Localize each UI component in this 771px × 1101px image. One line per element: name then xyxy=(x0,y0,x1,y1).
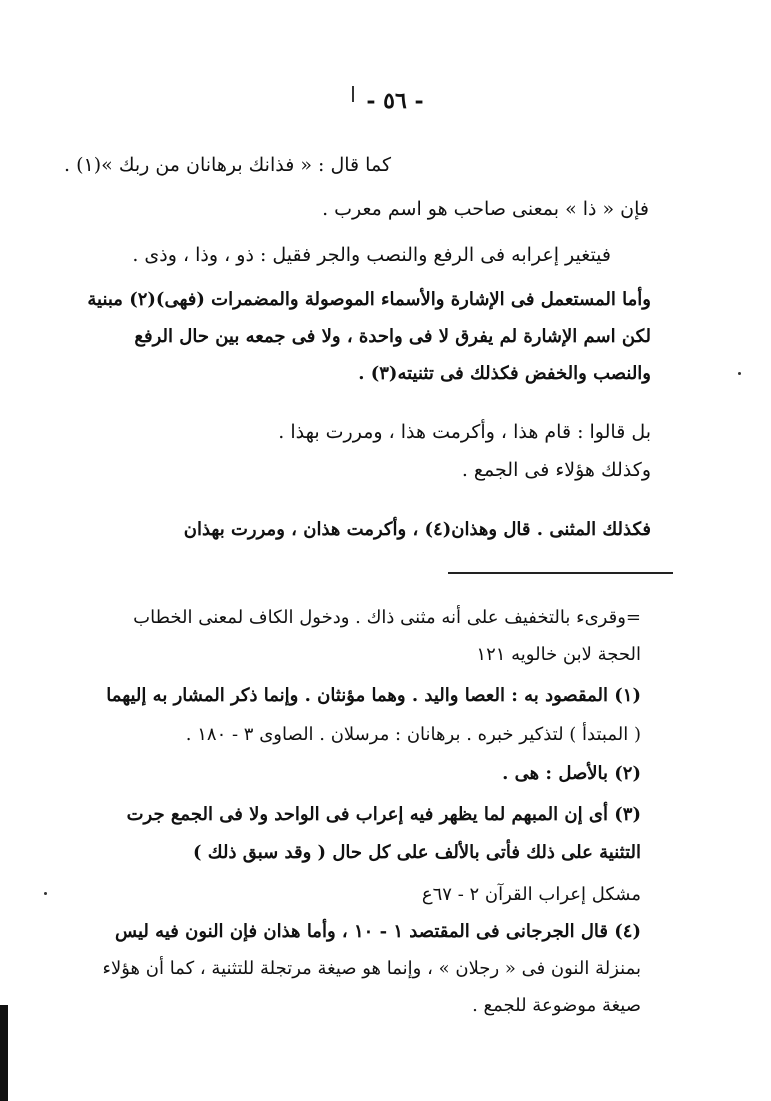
footnote-line-9: (٤) قال الجرجانى فى المقتصد ١ - ١٠ ، وأما هذان فإن النون فيه ليس xyxy=(115,921,641,942)
footnote-line-2: الحجة لابن خالويه ١٢١ xyxy=(476,644,641,665)
body-line-1: كما قال : « فذانك برهانان من ربك »(١) . xyxy=(64,154,391,176)
footnote-line-5: (٢) بالأصل : هى . xyxy=(502,763,641,784)
body-line-9: فكذلك المثنى . قال وهذان(٤) ، وأكرمت هذان ، ومررت بهذان xyxy=(183,519,651,540)
margin-speck xyxy=(352,86,354,102)
scan-edge-shadow xyxy=(0,1005,8,1101)
margin-speck xyxy=(738,372,741,375)
footnote-line-7: التثنية على ذلك فأتى بالألف على كل حال ( وقد سبق ذلك ) xyxy=(193,842,641,863)
footnote-line-6: (٣) أى إن المبهم لما يظهر فيه إعراب فى الواحد ولا فى الجمع جرت xyxy=(126,804,641,825)
body-line-4: وأما المستعمل فى الإشارة والأسماء الموصولة والمضمرات (فهى)(٢) مبنية xyxy=(87,289,651,310)
footnote-line-1: =وقرىء بالتخفيف على أنه مثنى ذاك . ودخول الكاف لمعنى الخطاب xyxy=(133,607,641,628)
footnote-line-10: بمنزلة النون فى « رجلان » ، وإنما هو صيغة مرتجلة للتثنية ، كما أن هؤلاء xyxy=(102,958,641,979)
footnote-line-4: ( المبتدأ ) لتذكير خبره . برهانان : مرسلان . الصاوى ٣ - ١٨٠ . xyxy=(185,724,641,745)
body-line-3: فيتغير إعرابه فى الرفع والنصب والجر فقيل : ذو ، وذا ، وذى . xyxy=(132,244,611,266)
page-number: - ٥٦ - xyxy=(366,88,424,114)
footnote-line-8: مشكل إعراب القرآن ٢ - ٦٧ع xyxy=(421,884,641,905)
footnote-line-11: صيغة موضوعة للجمع . xyxy=(472,995,641,1016)
body-line-2: فإن « ذا » بمعنى صاحب هو اسم معرب . xyxy=(322,198,649,220)
body-line-6: والنصب والخفض فكذلك فى تثنيته(٣) . xyxy=(358,363,651,384)
body-line-8: وكذلك هؤلاء فى الجمع . xyxy=(461,459,651,481)
body-line-5: لكن اسم الإشارة لم يفرق لا فى واحدة ، ولا فى جمعه بين حال الرفع xyxy=(134,326,651,347)
body-line-7: بل قالوا : قام هذا ، وأكرمت هذا ، ومررت بهذا . xyxy=(278,421,651,443)
margin-speck xyxy=(44,892,47,895)
footnote-divider xyxy=(448,572,673,574)
footnote-line-3: (١) المقصود به : العصا واليد . وهما مؤنثان . وإنما ذكر المشار به إليهما xyxy=(106,685,641,706)
